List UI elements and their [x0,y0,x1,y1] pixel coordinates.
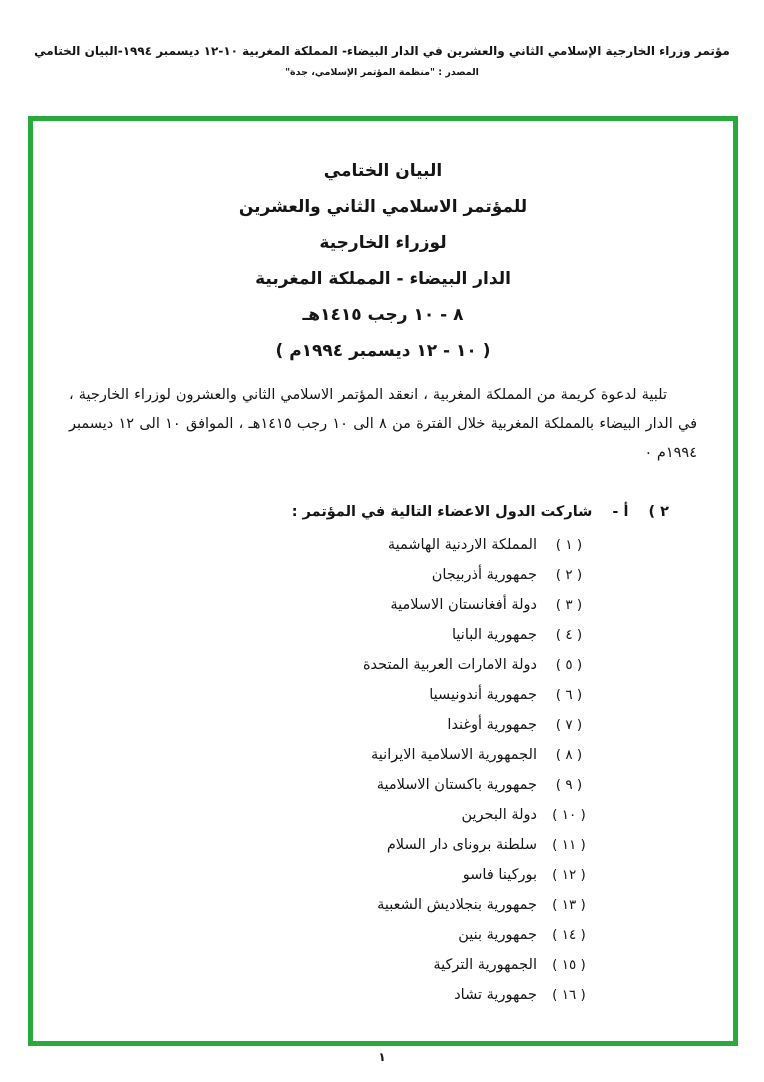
title-line-6: ( ١٠ - ١٢ ديسمبر ١٩٩٤م ) [275,341,491,361]
title-block [69,153,697,369]
section-title: شاركت الدول الاعضاء التالية في المؤتمر : [291,504,593,520]
country-name: دولة الامارات العربية المتحدة [362,657,537,673]
title-line-1: البيان الختامي [323,161,443,181]
title-line-5: ٨ - ١٠ رجب ١٤١٥هـ [302,305,464,325]
country-list-item [69,950,593,980]
country-number: ( ١١ ) [552,837,586,853]
country-list [69,530,697,1010]
country-number: ( ١ ) [555,537,583,553]
country-list-item [69,980,593,1010]
country-number: ( ٢ ) [555,567,583,583]
country-name: دولة أفغانستان الاسلامية [390,597,537,613]
country-name: سلطنة بروناى دار السلام [386,837,537,853]
country-number: ( ١٢ ) [552,867,586,883]
section-number: ٢ ) [648,504,669,520]
country-number: ( ٧ ) [555,717,583,733]
country-list-item [69,560,593,590]
country-name: بوركينا فاسو [462,867,537,883]
country-number: ( ٥ ) [555,657,583,673]
country-number: ( ٣ ) [555,597,583,613]
intro-paragraph: تلبية لدعوة كريمة من المملكة المغربية ، انعقد المؤتمر الاسلامي الثاني والعشرون لوزراء الخارجية ، في الدار البيضاء بالمملكة المغربية خلال الفترة من ٨ الى ١٠ رجب ١٤١٥هـ ، الموافق ١٠ الى ١٢ ديسمبر ١٩٩٤م ٠ [69,387,698,461]
country-name: جمهورية باكستان الاسلامية [376,777,537,793]
country-name: الجمهورية التركية [433,957,537,973]
country-number: ( ٦ ) [555,687,583,703]
country-name: جمهورية بنين [458,927,537,943]
country-list-item [69,800,593,830]
country-number: ( ١٣ ) [552,897,586,913]
document-header [0,0,764,78]
country-list-item [69,620,593,650]
country-list-item [69,710,593,740]
country-name: المملكة الاردنية الهاشمية [387,537,537,553]
section-letter: أ - [612,504,629,520]
country-list-item [69,890,593,920]
country-name: جمهورية بنجلاديش الشعبية [377,897,537,913]
country-list-item [69,770,593,800]
header-source: المصدر : "منظمة المؤتمر الإسلامي، جدة" [285,67,479,78]
country-number: ( ٤ ) [555,627,583,643]
country-name: جمهورية البانيا [451,627,537,643]
country-name: الجمهورية الاسلامية الايرانية [371,747,537,763]
country-name: جمهورية أذربيجان [431,567,537,583]
header-title: مؤتمر وزراء الخارجية الإسلامي الثاني والعشرين في الدار البيضاء- المملكة المغربية ١٠-١٢ ديسمبر ١٩٩٤-البيان الختامي [34,44,730,58]
country-name: جمهورية أوغندا [447,717,537,733]
country-name: دولة البحرين [461,807,537,823]
country-number: ( ٩ ) [555,777,583,793]
page-number: ١ [378,1050,386,1064]
country-list-item [69,530,593,560]
country-number: ( ٨ ) [555,747,583,763]
country-list-item [69,740,593,770]
title-line-2: للمؤتمر الاسلامي الثاني والعشرين [238,197,528,217]
country-name: جمهورية تشاد [454,987,537,1003]
country-number: ( ١٥ ) [552,957,586,973]
country-name: جمهورية أندونيسيا [429,687,537,703]
country-number: ( ١٠ ) [552,807,586,823]
title-line-3: لوزراء الخارجية [319,233,447,253]
country-number: ( ١٦ ) [552,987,586,1003]
document-frame [28,116,738,1046]
country-list-item [69,860,593,890]
page-footer [0,1050,764,1064]
country-number: ( ١٤ ) [552,927,586,943]
title-line-4: الدار البيضاء - المملكة المغربية [255,269,511,289]
country-list-item [69,650,593,680]
country-list-item [69,830,593,860]
section-heading [69,500,697,524]
country-list-item [69,590,593,620]
country-list-item [69,920,593,950]
country-list-item [69,680,593,710]
